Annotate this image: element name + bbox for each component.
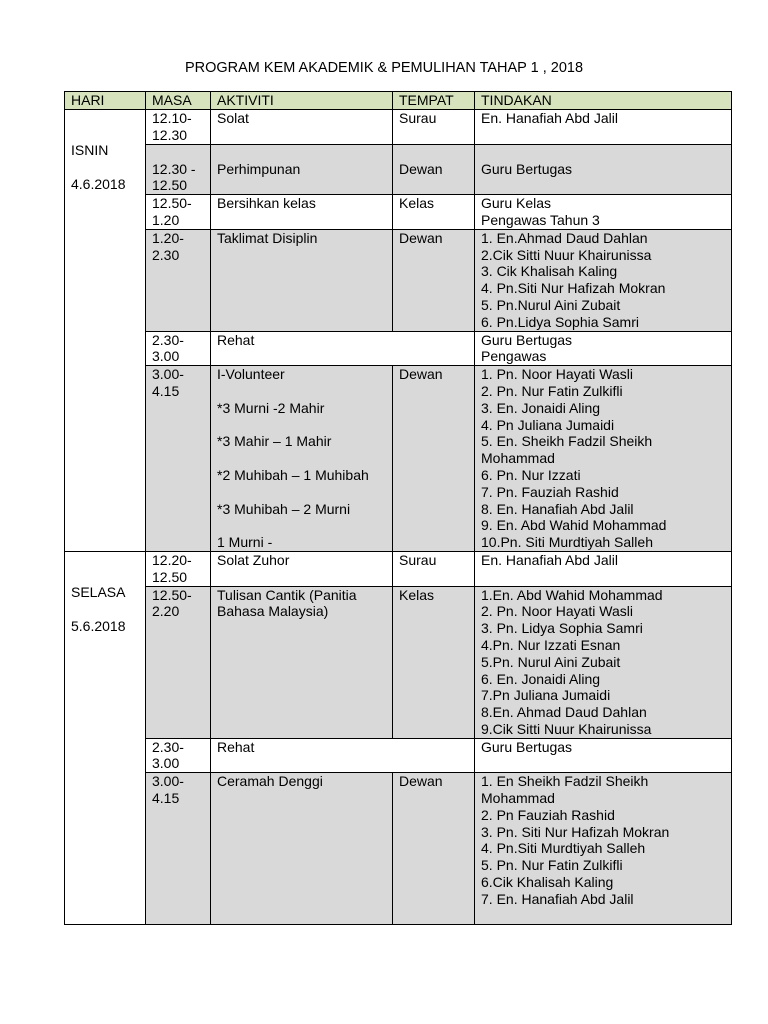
table-row	[65, 551, 732, 586]
aktiviti-cell: I-Volunteer *3 Murni -2 Mahir *3 Mahir – 1 Mahir *2 Muhibah – 1 Muhibah *3 Muhibah – 2 Murni 1 Murni -	[211, 366, 393, 552]
tempat-cell: Dewan	[393, 229, 475, 331]
tempat-cell: Kelas	[393, 195, 475, 230]
masa-cell: 12.50- 2.20	[146, 586, 211, 738]
tindakan-cell: 1. Pn. Noor Hayati Wasli 2. Pn. Nur Fatin Zulkifli 3. En. Jonaidi Aling 4. Pn Juliana Jumaidi 5. En. Sheikh Fadzil Sheikh Mohammad 6. Pn. Nur Izzati 7. Pn. Fauziah Rashid 8. En. Hanafiah Abd Jalil 9. En. Abd Wahid Mohammad 10.Pn. Siti Murdtiyah Salleh	[475, 366, 732, 552]
header-masa: MASA	[146, 92, 211, 110]
masa-cell: 3.00- 4.15	[146, 366, 211, 552]
tindakan-cell: En. Hanafiah Abd Jalil	[475, 551, 732, 586]
tempat-cell: Surau	[393, 551, 475, 586]
tempat-cell: Surau	[393, 110, 475, 145]
header-tindakan: TINDAKAN	[475, 92, 732, 110]
table-header-row	[65, 92, 732, 110]
table-row	[65, 110, 732, 145]
tempat-cell: Dewan	[393, 144, 475, 195]
aktiviti-cell: Rehat	[211, 331, 475, 366]
masa-cell: 3.00- 4.15	[146, 773, 211, 925]
tindakan-cell: Guru Bertugas	[475, 144, 732, 195]
aktiviti-cell: Solat Zuhor	[211, 551, 393, 586]
table-row	[65, 331, 732, 366]
day-date: 5.6.2018	[71, 617, 126, 634]
day-cell-isnin	[65, 110, 146, 552]
aktiviti-cell: Rehat	[211, 738, 475, 773]
aktiviti-cell: Bersihkan kelas	[211, 195, 393, 230]
day-cell-selasa	[65, 551, 146, 924]
table-row	[65, 144, 732, 195]
table-row	[65, 195, 732, 230]
tindakan-cell: En. Hanafiah Abd Jalil	[475, 110, 732, 145]
aktiviti-cell: Tulisan Cantik (Panitia Bahasa Malaysia)	[211, 586, 393, 738]
table-row	[65, 366, 732, 552]
aktiviti-cell: Perhimpunan	[211, 144, 393, 195]
tindakan-cell: 1. En.Ahmad Daud Dahlan 2.Cik Sitti Nuur Khairunissa 3. Cik Khalisah Kaling 4. Pn.Siti Nur Hafizah Mokran 5. Pn.Nurul Aini Zubait 6. Pn.Lidya Sophia Samri	[475, 229, 732, 331]
tindakan-cell: 1. En Sheikh Fadzil Sheikh Mohammad 2. Pn Fauziah Rashid 3. Pn. Siti Nur Hafizah Mokran 4. Pn.Siti Murdtiyah Salleh 5. Pn. Nur Fatin Zulkifli 6.Cik Khalisah Kaling 7. En. Hanafiah Abd Jalil	[475, 773, 732, 925]
tindakan-cell: 1.En. Abd Wahid Mohammad 2. Pn. Noor Hayati Wasli 3. Pn. Lidya Sophia Samri 4.Pn. Nur Izzati Esnan 5.Pn. Nurul Aini Zubait 6. En. Jonaidi Aling 7.Pn Juliana Jumaidi 8.En. Ahmad Daud Dahlan 9.Cik Sitti Nuur Khairunissa	[475, 586, 732, 738]
table-row	[65, 738, 732, 773]
masa-cell: 12.20- 12.50	[146, 551, 211, 586]
table-row	[65, 586, 732, 738]
masa-cell: 1.20- 2.30	[146, 229, 211, 331]
aktiviti-cell: Taklimat Disiplin	[211, 229, 393, 331]
masa-cell: 2.30- 3.00	[146, 738, 211, 773]
masa-cell: 2.30- 3.00	[146, 331, 211, 366]
aktiviti-cell: Solat	[211, 110, 393, 145]
table-row	[65, 773, 732, 925]
day-name: SELASA	[71, 583, 126, 600]
page-title: PROGRAM KEM AKADEMIK & PEMULIHAN TAHAP 1 , 2018	[184, 60, 584, 76]
table-row	[65, 229, 732, 331]
tempat-cell: Dewan	[393, 366, 475, 552]
header-hari: HARI	[65, 92, 146, 110]
tempat-cell: Kelas	[393, 586, 475, 738]
tempat-cell: Dewan	[393, 773, 475, 925]
tindakan-cell: Guru Kelas Pengawas Tahun 3	[475, 195, 732, 230]
day-name: ISNIN	[71, 142, 109, 158]
masa-cell: 12.10- 12.30	[146, 110, 211, 145]
schedule-table	[64, 91, 732, 925]
masa-cell: 12.50- 1.20	[146, 195, 211, 230]
masa-cell: 12.30 - 12.50	[146, 144, 211, 195]
tindakan-cell: Guru Bertugas	[475, 738, 732, 773]
header-aktiviti: AKTIVITI	[211, 92, 393, 110]
tindakan-cell: Guru Bertugas Pengawas	[475, 331, 732, 366]
day-date: 4.6.2018	[71, 175, 126, 192]
header-tempat: TEMPAT	[393, 92, 475, 110]
aktiviti-cell: Ceramah Denggi	[211, 773, 393, 925]
